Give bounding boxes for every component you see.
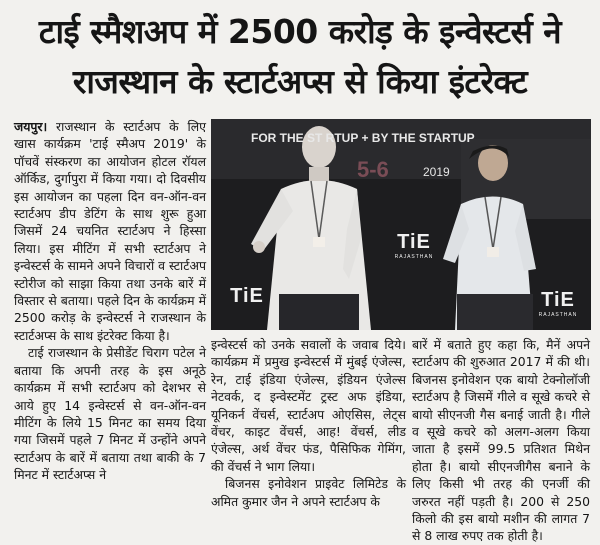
article-column-3 xyxy=(412,336,590,545)
logo-text: TiE xyxy=(397,231,431,253)
banner-slogan: FOR THE ST RTUP + BY THE STARTUP xyxy=(251,131,475,145)
article-column-1 xyxy=(14,118,206,484)
paragraph: बिजनस इनोवेशन प्राइवेट लिमिटेड के अमित कुमार जैन ने अपने स्टार्टअप के xyxy=(211,476,406,509)
banner-dates: 5-6 xyxy=(357,157,389,182)
dateline: जयपुर। xyxy=(14,119,48,134)
banner-year: 2019 xyxy=(423,165,450,179)
logo-text: TiE xyxy=(230,285,264,307)
news-photo xyxy=(211,119,591,330)
tie-logo xyxy=(225,285,269,308)
article-column-2 xyxy=(211,336,406,510)
paragraph xyxy=(14,118,206,344)
headline xyxy=(0,0,600,112)
paragraph: इन्वेस्टर्स को उनके सवालों के जवाब दिये। कार्यक्रम में प्रमुख इन्वेस्टर्स में मुंबई एंजेल्स, रेन, टाई इंडिया एंजेल्स, इंडियन एंजेल्स नेटवर्क, द इन्वेस्टमेंट ट्रस्ट अफ इंडिया, यूनिकर्न वेंचर्स, स्टार्टअप ओएसिस, लेट्स वेंचर, काइट वेंचर्स, आह! वेंचर्स, लीड एंजेल्स, अर्थ वेंचर फंड, पैसिफिक गेमिंग, की वेंचर्स ने भाग लिया। xyxy=(211,337,406,474)
tie-logo xyxy=(533,289,583,318)
paragraph: टाई राजस्थान के प्रेसीडेंट चिराग पटेल ने बताया कि अपनी तरह के इस अनूठे कार्यक्रम में सभी स्टार्टअप को देशभर से आये हुए 14 इन्वेस्टर्स से वन-ऑन-वन मीटिंग के लिये 15 मिनट का समय दिया गया जिसमें पहले 7 मिनट में उन्होंने अपने स्टार्टअप के बारें में बताया तथा बाकी के 7 मिनट में स्टार्टअप्स ने xyxy=(14,345,206,483)
paragraph: बारें में बताते हुए कहा कि, मैनें अपने स्टार्टअप की शुरुआत 2017 में की थी। बिजनस इनोवेशन एक बायो टेक्नोलॉजी स्टार्टअप है जिसमें गीले व सूखे कचरे से बायो सीएनजी गैस बनाई जाती है। गीले व सूखे कचरे को अलग-अलग किया जाता है इसमें 99.5 प्रतिशत मिथेन होता है। बायो सीएनजीगैस बनाने के लिए किसी भी तरह की एनर्जी की जरुरत नहीं पड़ती है। 200 से 250 किलो की इस बायो मशीन की लागत 7 से 8 लाख रुपए तक होती है। xyxy=(412,337,590,544)
logo-subtext: RAJASTHAN xyxy=(394,254,434,260)
paragraph-text: राजस्थान के स्टार्टअप के लिए खास कार्यक्रम 'टाई स्मैअप 2019' के पॉचवें संस्करण का आयोजन होटल रॉयल ऑर्किड, दुर्गापुरा में किया गया। दो दिवसीय इस आयोजन का पहला दिन वन-ऑन-वन स्टार्टअप डीप डेटिंग के साथ शुरू हुआ जिसमें 24 चयनित स्टार्टअप ने हिस्सा लिया। इस मीटिंग में सभी स्टार्टअप ने इन्वेस्टर्स के सामने अपने विचारों व स्टार्टअप स्टोरीज को साझा किया तथा उनके बारें में विस्तार से बताया। पहले दिन के कार्यक्रम में 2500 करोड़ के इन्वेस्टर्स ने राजस्थान के स्टार्टअप्स के साथ इंटरेक्ट किया है। xyxy=(14,119,206,343)
tie-logo xyxy=(389,231,439,260)
logo-text: TiE xyxy=(541,289,575,311)
headline-line-1: टाई स्मैशअप में 2500 करोड़ के इन्वेस्टर्स ने xyxy=(38,12,562,51)
logo-subtext: RAJASTHAN xyxy=(538,312,578,318)
headline-line-2: राजस्थान के स्टार्टअप्स से किया इंटरेक्ट xyxy=(72,62,528,101)
